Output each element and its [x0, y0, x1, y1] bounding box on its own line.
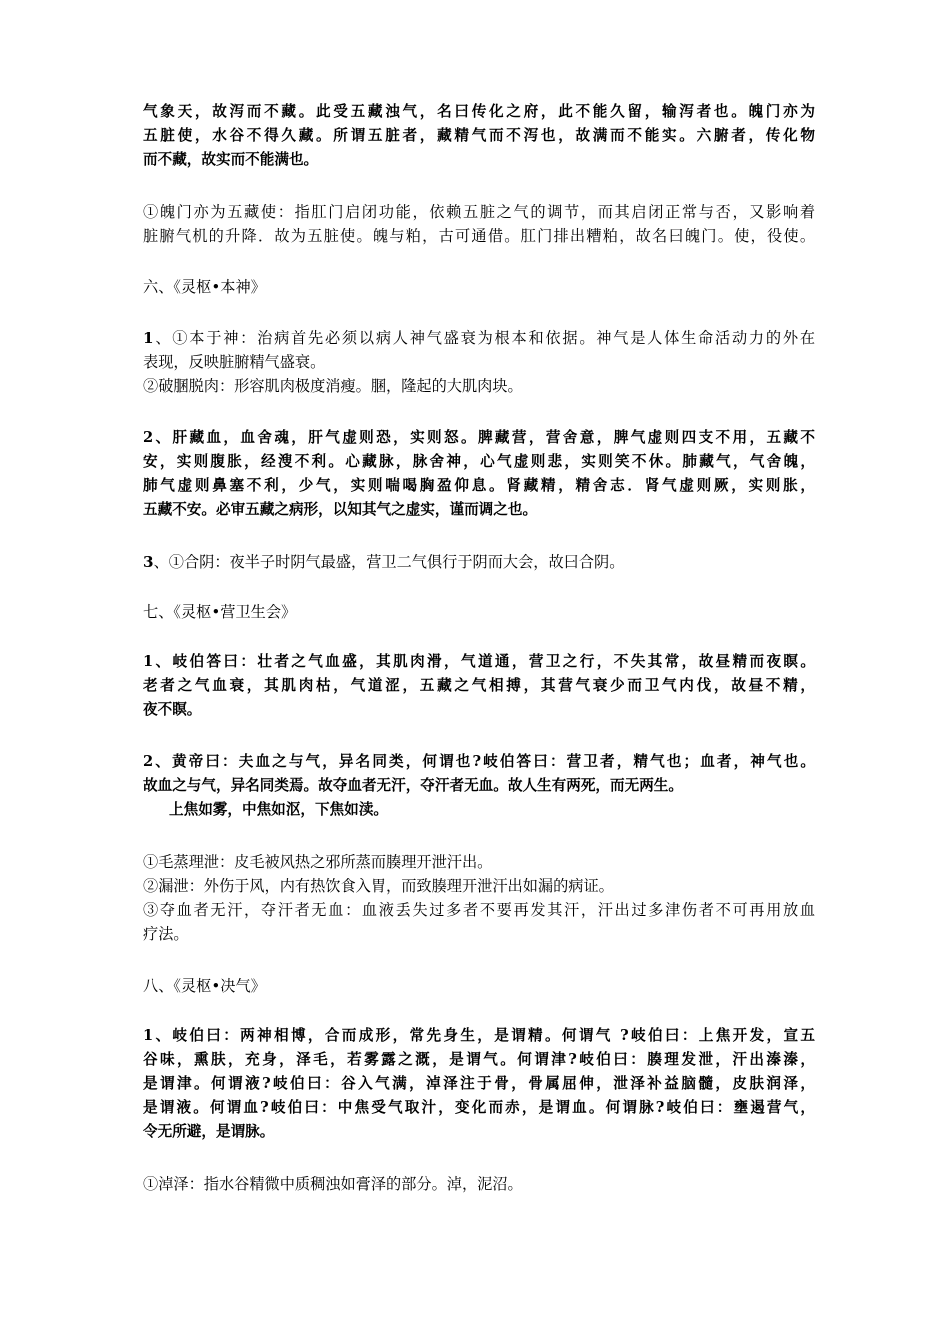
- text-line: 谷味，熏肤，充身，泽毛，若雾露之溉，是谓气。何谓津?岐伯曰：腠理发泄，汗出溱溱，: [143, 1051, 815, 1068]
- paragraph-p7: [143, 750, 815, 822]
- text-line: ①毛蒸理泄：皮毛被风热之邪所蒸而腠理开泄汗出。: [143, 853, 493, 871]
- text-line: 五脏使，水谷不得久藏。所谓五脏者，藏精气而不泻也，故满而不能实。六腑者，传化物: [143, 127, 815, 144]
- paragraph-p9: [143, 1024, 815, 1144]
- text-line: ①魄门亦为五藏使：指肛门启闭功能，依赖五脏之气的调节，而其启闭正常与否，又影响着: [143, 203, 815, 221]
- text-line: ①淖泽：指水谷精微中质稠浊如膏泽的部分。淖，泥沼。: [143, 1175, 523, 1193]
- text-line: 上焦如雾，中焦如沤，下焦如渎。: [169, 801, 388, 818]
- text-line: 2、肝藏血，血舍魂，肝气虚则恐，实则怒。脾藏营，营舍意，脾气虚则四支不用，五藏不: [143, 429, 815, 446]
- text-line: 而不藏，故实而不能满也。: [143, 151, 319, 168]
- heading-text: 六、《灵枢•本神》: [143, 278, 266, 296]
- heading-text: 八、《灵枢•决气》: [143, 977, 266, 995]
- text-run: 、①本于神：治病首先必须以病人神气盛衰为根本和依据。神气是人体生命活动力的外在: [153, 329, 815, 347]
- text-run: 、①合阴：夜半子时阴气最盛，营卫二气俱行于阴而大会，故曰合阴。: [153, 553, 625, 571]
- paragraph-p10: [143, 1172, 815, 1196]
- paragraph-p8: [143, 850, 815, 946]
- text-line: 疗法。: [143, 925, 189, 943]
- text-line: ②漏泄：外伤于风，内有热饮食入胃，而致腠理开泄汗出如漏的病证。: [143, 877, 614, 895]
- paragraph-p2: [143, 200, 815, 248]
- paragraph-p5: [143, 550, 815, 574]
- paragraph-p4: [143, 426, 815, 522]
- text-line: 气象天，故泻而不藏。此受五藏浊气，名曰传化之府，此不能久留，输泻者也。魄门亦为: [143, 103, 815, 120]
- text-line: 夜不瞑。: [143, 701, 202, 718]
- paragraph-p1: [143, 100, 815, 172]
- paragraph-p3: [143, 326, 815, 398]
- text-line: 1、岐伯曰：两神相博，合而成形，常先身生，是谓精。何谓气 ?岐伯曰：上焦开发，宣五: [143, 1027, 815, 1044]
- item-number: 3: [143, 553, 154, 571]
- text-line: 安，实则腹胀，经溲不利。心藏脉，脉舍神，心气虚则悲，实则笑不休。肺藏气，气舍魄，: [143, 453, 815, 470]
- text-line: 脏腑气机的升降．故为五脏使。魄与粕，古可通借。肛门排出糟粕，故名曰魄门。使，役使。: [143, 227, 815, 245]
- text-line: 1、岐伯答曰：壮者之气血盛，其肌肉滑，气道通，营卫之行，不失其常，故昼精而夜瞑。: [143, 653, 815, 670]
- text-line: 肺气虚则鼻塞不利，少气，实则喘喝胸盈仰息。肾藏精，精舍志．肾气虚则厥，实则胀，: [143, 477, 815, 494]
- paragraph-p6: [143, 650, 815, 722]
- text-line: 2、黄帝曰：夫血之与气，异名同类，何谓也?岐伯答曰：营卫者，精气也；血者，神气也。: [143, 753, 815, 770]
- text-line: 五藏不安。必审五藏之病形，以知其气之虚实，谨而调之也。: [143, 501, 538, 518]
- text-line: [143, 550, 815, 574]
- section-heading-8: [143, 974, 815, 998]
- text-line: ③夺血者无汗，夺汗者无血：血液丢失过多者不要再发其汗，汗出过多津伤者不可再用放血: [143, 901, 815, 919]
- item-number: 1: [143, 329, 154, 347]
- heading-text: 七、《灵枢•营卫生会》: [143, 603, 297, 621]
- text-line: 老者之气血衰，其肌肉枯，气道涩，五藏之气相搏，其营气衰少而卫气内伐，故昼不精，: [143, 677, 815, 694]
- text-line: 令无所避，是谓脉。: [143, 1123, 275, 1140]
- text-line: 是谓液。何谓血?岐伯曰：中焦受气取汁，变化而赤，是谓血。何谓脉?岐伯曰：壅遏营气，: [143, 1099, 815, 1116]
- section-heading-6: [143, 275, 815, 299]
- text-line: ②破䐃脱肉：形容肌肉极度消瘦。䐃，隆起的大肌肉块。: [143, 377, 523, 395]
- section-heading-7: [143, 600, 815, 624]
- text-line: 故血之与气，异名同类焉。故夺血者无汗，夺汗者无血。故人生有两死，而无两生。: [143, 777, 683, 794]
- text-line: [143, 326, 815, 350]
- text-line: 是谓津。何谓液?岐伯曰：谷入气满，淖泽注于骨，骨属屈伸，泄泽补益脑髓，皮肤润泽，: [143, 1075, 815, 1092]
- text-line: 表现，反映脏腑精气盛衰。: [143, 353, 326, 371]
